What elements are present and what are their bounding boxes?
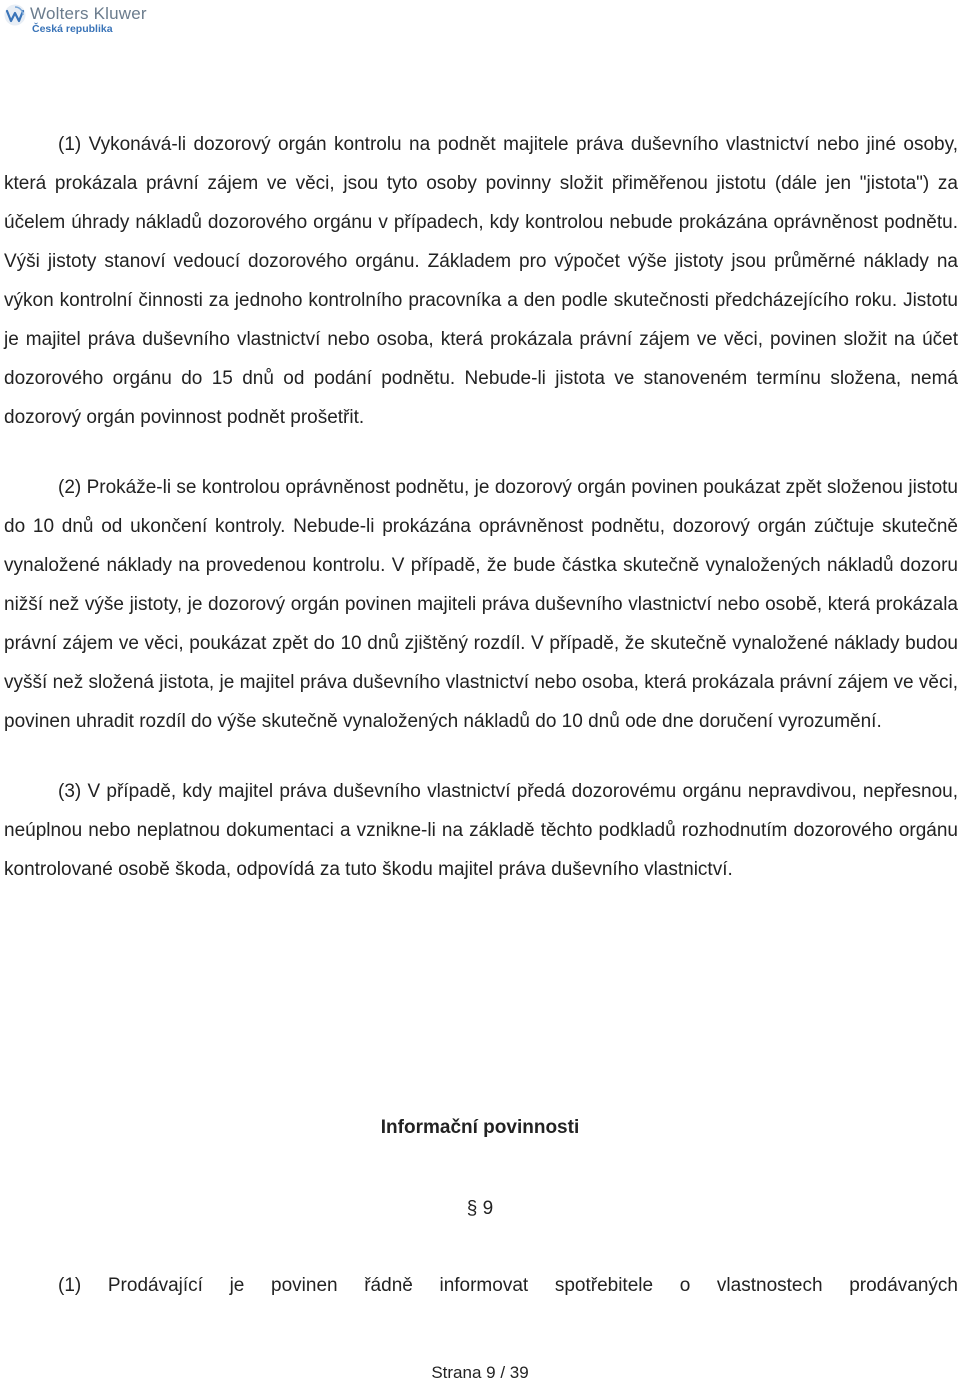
paragraph-1: (1) Vykonává-li dozorový orgán kontrolu na podnět majitele práva duševního vlastnictví nebo jiné osoby, která prokázala právní zájem ve věci, jsou tyto osoby povinny složit přiměřenou jistotu (dále jen "jistota") za účelem úhrady nákladů dozorového orgánu v případech, kdy kontrolou nebude prokázána oprávněnost podnětu. Výši jistoty stanoví vedoucí dozorového orgánu. Základem pro výpočet výše jistoty jsou průměrné náklady na výkon kontrolní činnosti za jednoho kontrolního pracovníka a den podle skutečnosti předcházejícího roku. Jistotu je majitel práva duševního vlastnictví nebo osoba, která prokázala právní zájem ve věci, povinen složit na účet dozorového orgánu do 15 dnů od podání podnětu. Nebude-li jistota ve stanoveném termínu složena, nemá dozorový orgán povinnost podnět prošetřit. bbox=[4, 134, 958, 428]
brand-region: Česká republika bbox=[32, 23, 113, 35]
brand-name: Wolters Kluwer bbox=[30, 4, 147, 23]
paragraph-2: (2) Prokáže-li se kontrolou oprávněnost podnětu, je dozorový orgán povinen poukázat zpět složenou jistotu do 10 dnů od ukončení kontroly. Nebude-li prokázána oprávněnost podnětu, dozorový orgán zúčtuje skutečně vynaložené náklady na provedenou kontrolu. V případě, že bude částka skutečně vynaložených nákladů dozoru nižší než výše jistoty, je dozorový orgán povinen majiteli práva duševního vlastnictví nebo osobě, která prokázala právní zájem ve věci, poukázat zpět do 10 dnů zjištěný rozdíl. V případě, že skutečně vynaložené náklady budou vyšší než složená jistota, je majitel práva duševního vlastnictví nebo osoba, která prokázala právní zájem ve věci, povinen uhradit rozdíl do výše skutečně vynaložených nákladů do 10 dnů ode dne doručení vyrozumění. bbox=[4, 477, 958, 732]
paragraph-3: (3) V případě, kdy majitel práva duševního vlastnictví předá dozorovému orgánu nepravdivou, nepřesnou, neúplnou nebo neplatnou dokumentaci a vznikne-li na základě těchto podkladů rozhodnutím dozorového orgánu kontrolované osobě škoda, odpovídá za tuto škodu majitel práva duševního vlastnictví. bbox=[4, 781, 958, 880]
page-number: Strana 9 / 39 bbox=[431, 1363, 529, 1382]
wolters-kluwer-logo-icon bbox=[4, 4, 26, 26]
publisher-logo bbox=[4, 4, 147, 35]
paragraph-4: (1) Prodávající je povinen řádně informovat spotřebitele o vlastnostech prodávaných bbox=[58, 1275, 958, 1296]
section-heading: Informační povinnosti bbox=[380, 1117, 580, 1138]
document-body bbox=[4, 125, 958, 889]
section-number: § 9 bbox=[466, 1198, 494, 1219]
